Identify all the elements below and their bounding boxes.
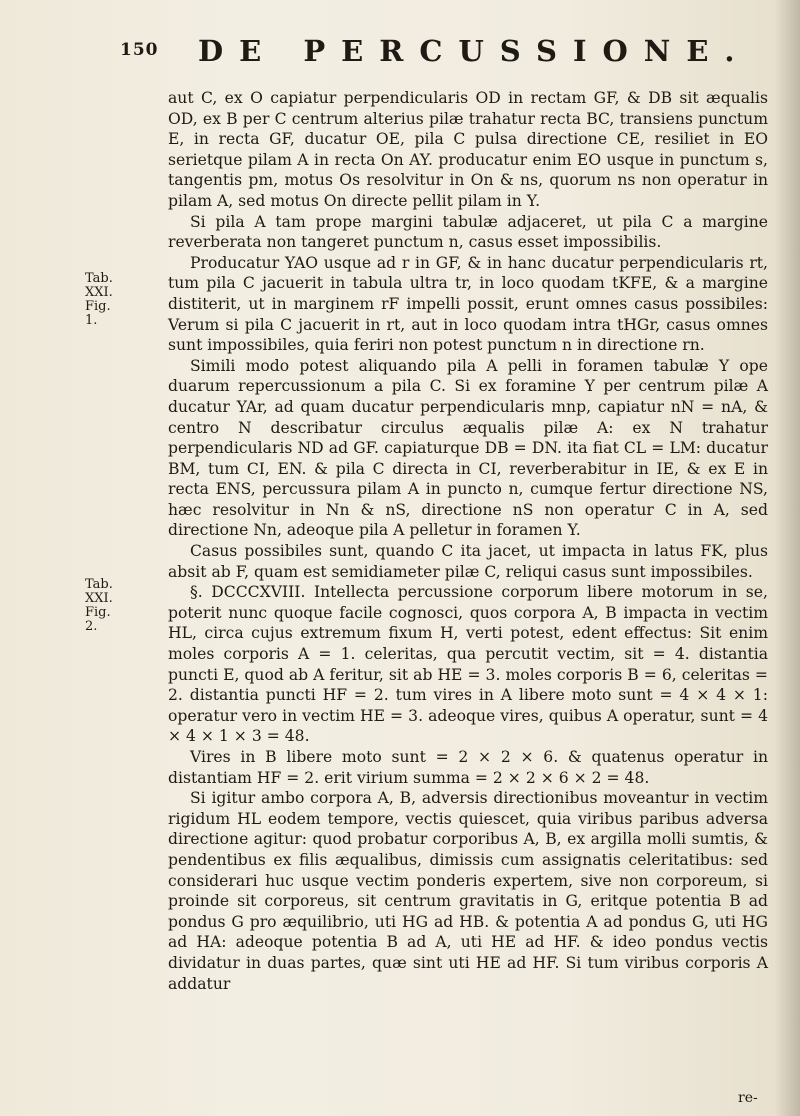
catchword: re- [738, 1090, 758, 1106]
paragraph: Casus possibiles sunt, quando C ita jacet, ut impacta in latus FK, plus absit ab F, quam est semidiameter pilæ C, reliqui casus sunt impossibiles. [168, 542, 768, 581]
paragraph: Vires in B libere moto sunt = 2 × 2 × 6. & quatenus operatur in distantiam HF = 2. erit virium summa = 2 × 2 × 6 × 2 = 48. [168, 748, 768, 787]
page-header [120, 34, 760, 74]
body-text [168, 88, 768, 994]
margin-note-fig2: Tab. XXI. Fig. 2. [85, 577, 113, 634]
paragraph: Simili modo potest aliquando pila A pelli in foramen tabulæ Y ope duarum repercussionum a pila C. Si ex foramine Y per centrum pilæ A ducatur YAr, ad quam ducatur perpendicularis mnp, capiatur nN = nA, & centro N describatur circulus æqualis pilæ A: ex N trahatur perpendicularis ND ad GF. capiaturque DB = DN. ita fiat CL = LM: ducatur BM, tum CI, EN. & pila C directa in CI, reverberabitur in IE, & ex E in recta ENS, percussura pilam A in puncto n, cumque fertur directione NS, hæc resolvitur in Nn & nS, directione nS non operatur C in A, sed directione Nn, adeoque pila A pelletur in foramen Y. [168, 356, 768, 540]
paragraph: Si pila A tam prope margini tabulæ adjaceret, ut pila C a margine reverberata non tangeret punctum n, casus esset impossibilis. [168, 212, 768, 252]
page-edge-shadow [774, 0, 800, 1116]
page-number: 150 [120, 40, 159, 60]
running-title: DE PERCUSSIONE. [198, 34, 751, 68]
paragraph: Producatur YAO usque ad r in GF, & in hanc ducatur perpendicularis rt, tum pila C jacuerit in tabula ultra tr, in loco quodam tKFE, & a margine distiterit, ut in marginem rF impelli possit, erunt omnes casus possibiles: Verum si pila C jacuerit in rt, aut in loco quodam intra tHGr, casus omnes sunt impossibiles, quia feriri non potest punctum n in directione rn. [168, 253, 768, 355]
margin-note-fig1: Tab. XXI. Fig. 1. [85, 271, 113, 328]
paragraph: aut C, ex O capiatur perpendicularis OD in rectam GF, & DB sit æqualis OD, ex B per C centrum alterius pilæ trahatur recta BC, transiens punctum E, in recta GF, ducatur OE, pila C pulsa directione CE, resiliet in EO serietque pilam A in recta On AY. producatur enim EO usque in punctum s, tangentis pm, motus Os resolvitur in On & ns, quorum ns non operatur in pilam A, sed motus On directe pellit pilam in Y. [168, 89, 768, 210]
paragraph: Si igitur ambo corpora A, B, adversis directionibus moveantur in vectim rigidum HL eodem tempore, vectis quiescet, quia viribus paribus adversa directione agitur: quod probatur corporibus A, B, ex argilla molli sumtis, & pendentibus ex filis æqualibus, dimissis cum assignatis celeritatibus: sed considerari huc usque vectim ponderis expertem, sive non corporeum, si proinde sit corporeus, sit centrum gravitatis in G, eritque potentia B ad pondus G pro æquilibrio, uti HG ad HB. & potentia A ad pondus G, uti HG ad HA: adeoque potentia B ad A, uti HE ad HF. & ideo pondus vectis dividatur in duas partes, quæ sint uti HE ad HF. Si tum viribus corporis A addatur [168, 789, 768, 993]
section-paragraph: §. DCCCXVIII. Intellecta percussione corporum libere motorum in se, poterit nunc quoque facile cognosci, quos corpora A, B impacta in vectim HL, circa cujus extremum fixum H, verti potest, edent effectus: Sit enim moles corporis A = 1. celeritas, qua percutit vectim, sit = 4. distantia puncti E, quod ab A feritur, sit ab HE = 3. moles corporis B = 6, celeritas = 2. distantia puncti HF = 2. tum vires in A libere moto sunt = 4 × 4 × 1: operatur vero in vectim HE = 3. adeoque vires, quibus A operatur, sunt = 4 × 4 × 1 × 3 = 48. [168, 583, 768, 746]
